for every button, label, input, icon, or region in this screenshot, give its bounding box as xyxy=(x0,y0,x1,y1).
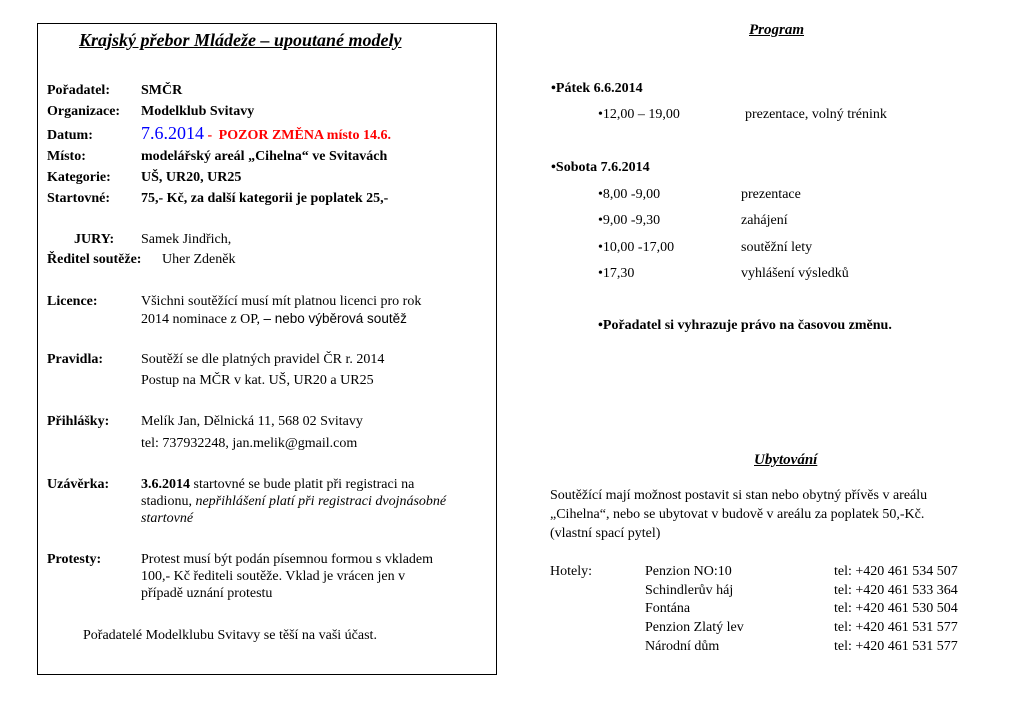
kategorie-value: UŠ, UR20, UR25 xyxy=(141,170,242,185)
program-sat-time-2: •10,00 -17,00 xyxy=(598,240,675,255)
datum-date: 7.6.2014 xyxy=(141,123,204,143)
protesty-line2: 100,- Kč řediteli soutěže. Vklad je vrácen jen v xyxy=(141,569,406,584)
program-friday-time-0: •12,00 – 19,00 xyxy=(598,107,680,122)
hotels-label: Hotely: xyxy=(550,564,592,579)
uzaverka-line1 xyxy=(141,477,414,493)
organizace-value: Modelklub Svitavy xyxy=(141,104,255,119)
datum-dash: - xyxy=(204,128,216,143)
prihlasky-line2: tel: 737932248, jan.melik@gmail.com xyxy=(141,436,358,451)
kategorie-label: Kategorie: xyxy=(47,170,111,185)
licence-line2 xyxy=(141,311,407,328)
program-saturday: •Sobota 7.6.2014 xyxy=(551,160,650,175)
startovne-label: Startovné: xyxy=(47,191,110,206)
program-sat-desc-1: zahájení xyxy=(741,213,788,228)
licence-line2b: – nebo výběrová soutěž xyxy=(263,311,407,326)
uzaverka-text2: stadionu, xyxy=(141,494,196,509)
hotel-tel: tel: +420 461 530 504 xyxy=(834,601,958,616)
licence-line1: Všichni soutěžící musí mít platnou licenci pro rok xyxy=(141,294,422,309)
datum-note: POZOR ZMĚNA místo 14.6. xyxy=(218,128,391,143)
protesty-line1: Protest musí být podán písemnou formou s vkladem xyxy=(141,552,434,567)
uzaverka-italic2: startovné xyxy=(141,511,194,526)
program-friday: •Pátek 6.6.2014 xyxy=(551,81,643,96)
uzaverka-text1: startovné se bude platit při registraci na xyxy=(190,477,415,492)
protesty-label: Protesty: xyxy=(47,552,102,567)
program-title: Program xyxy=(749,22,805,38)
prihlasky-label: Přihlášky: xyxy=(47,414,110,429)
prihlasky-line1: Melík Jan, Dělnická 11, 568 02 Svitavy xyxy=(141,414,363,429)
hotel-name: Národní dům xyxy=(645,639,720,654)
licence-line2a: 2014 nominace z OP, xyxy=(141,312,264,327)
misto-label: Místo: xyxy=(47,149,86,164)
hotel-name: Schindlerův háj xyxy=(645,583,734,598)
footer-note: Pořadatelé Modelklubu Svitavy se těší na vaši účast. xyxy=(83,628,377,643)
ubytovani-line3: (vlastní spací pytel) xyxy=(550,526,661,541)
hotel-name: Penzion NO:10 xyxy=(645,564,732,579)
program-sat-time-1: •9,00 -9,30 xyxy=(598,213,661,228)
organizace-label: Organizace: xyxy=(47,104,121,119)
page-title: Krajský přebor Mládeže – upoutané modely xyxy=(79,30,402,50)
program-friday-desc-0: prezentace, volný trénink xyxy=(745,107,887,122)
jury-value: Samek Jindřich, xyxy=(141,232,232,247)
misto-value: modelářský areál „Cihelna“ ve Svitavách xyxy=(141,149,388,164)
pravidla-label: Pravidla: xyxy=(47,352,103,367)
datum-row xyxy=(141,123,391,144)
jury-label: JURY: xyxy=(74,232,115,247)
program-sat-time-3: •17,30 xyxy=(598,266,635,281)
ubytovani-title: Ubytování xyxy=(754,452,818,468)
uzaverka-label: Uzávěrka: xyxy=(47,477,110,492)
pravidla-line2: Postup na MČR v kat. UŠ, UR20 a UR25 xyxy=(141,373,374,388)
uzaverka-date: 3.6.2014 xyxy=(141,477,190,492)
ubytovani-line2: „Cihelna“, nebo se ubytovat v budově v areálu za poplatek 50,-Kč. xyxy=(550,507,925,522)
program-sat-desc-3: vyhlášení výsledků xyxy=(741,266,849,281)
startovne-value: 75,- Kč, za další kategorii je poplatek 25,- xyxy=(141,191,389,206)
uzaverka-line2 xyxy=(141,494,446,510)
poradatel-value: SMČR xyxy=(141,83,183,98)
uzaverka-italic: nepřihlášení platí při registraci dvojnásobné xyxy=(195,494,447,509)
hotel-tel: tel: +420 461 534 507 xyxy=(834,564,958,579)
program-note: •Pořadatel si vyhrazuje právo na časovou změnu. xyxy=(598,318,892,333)
program-sat-desc-2: soutěžní lety xyxy=(741,240,813,255)
hotel-tel: tel: +420 461 533 364 xyxy=(834,583,958,598)
pravidla-line1: Soutěží se dle platných pravidel ČR r. 2014 xyxy=(141,352,385,367)
hotel-tel: tel: +420 461 531 577 xyxy=(834,639,958,654)
datum-label: Datum: xyxy=(47,128,93,143)
hotel-name: Penzion Zlatý lev xyxy=(645,620,744,635)
ubytovani-line1: Soutěžící mají možnost postavit si stan nebo obytný přívěs v areálu xyxy=(550,488,928,503)
licence-label: Licence: xyxy=(47,294,98,309)
program-sat-desc-0: prezentace xyxy=(741,187,801,202)
program-sat-time-0: •8,00 -9,00 xyxy=(598,187,661,202)
hotel-name: Fontána xyxy=(645,601,691,616)
hotel-tel: tel: +420 461 531 577 xyxy=(834,620,958,635)
reditel-value: Uher Zdeněk xyxy=(162,252,236,267)
reditel-label: Ředitel soutěže: xyxy=(47,252,142,267)
protesty-line3: případě uznání protestu xyxy=(141,586,273,601)
poradatel-label: Pořadatel: xyxy=(47,83,110,98)
